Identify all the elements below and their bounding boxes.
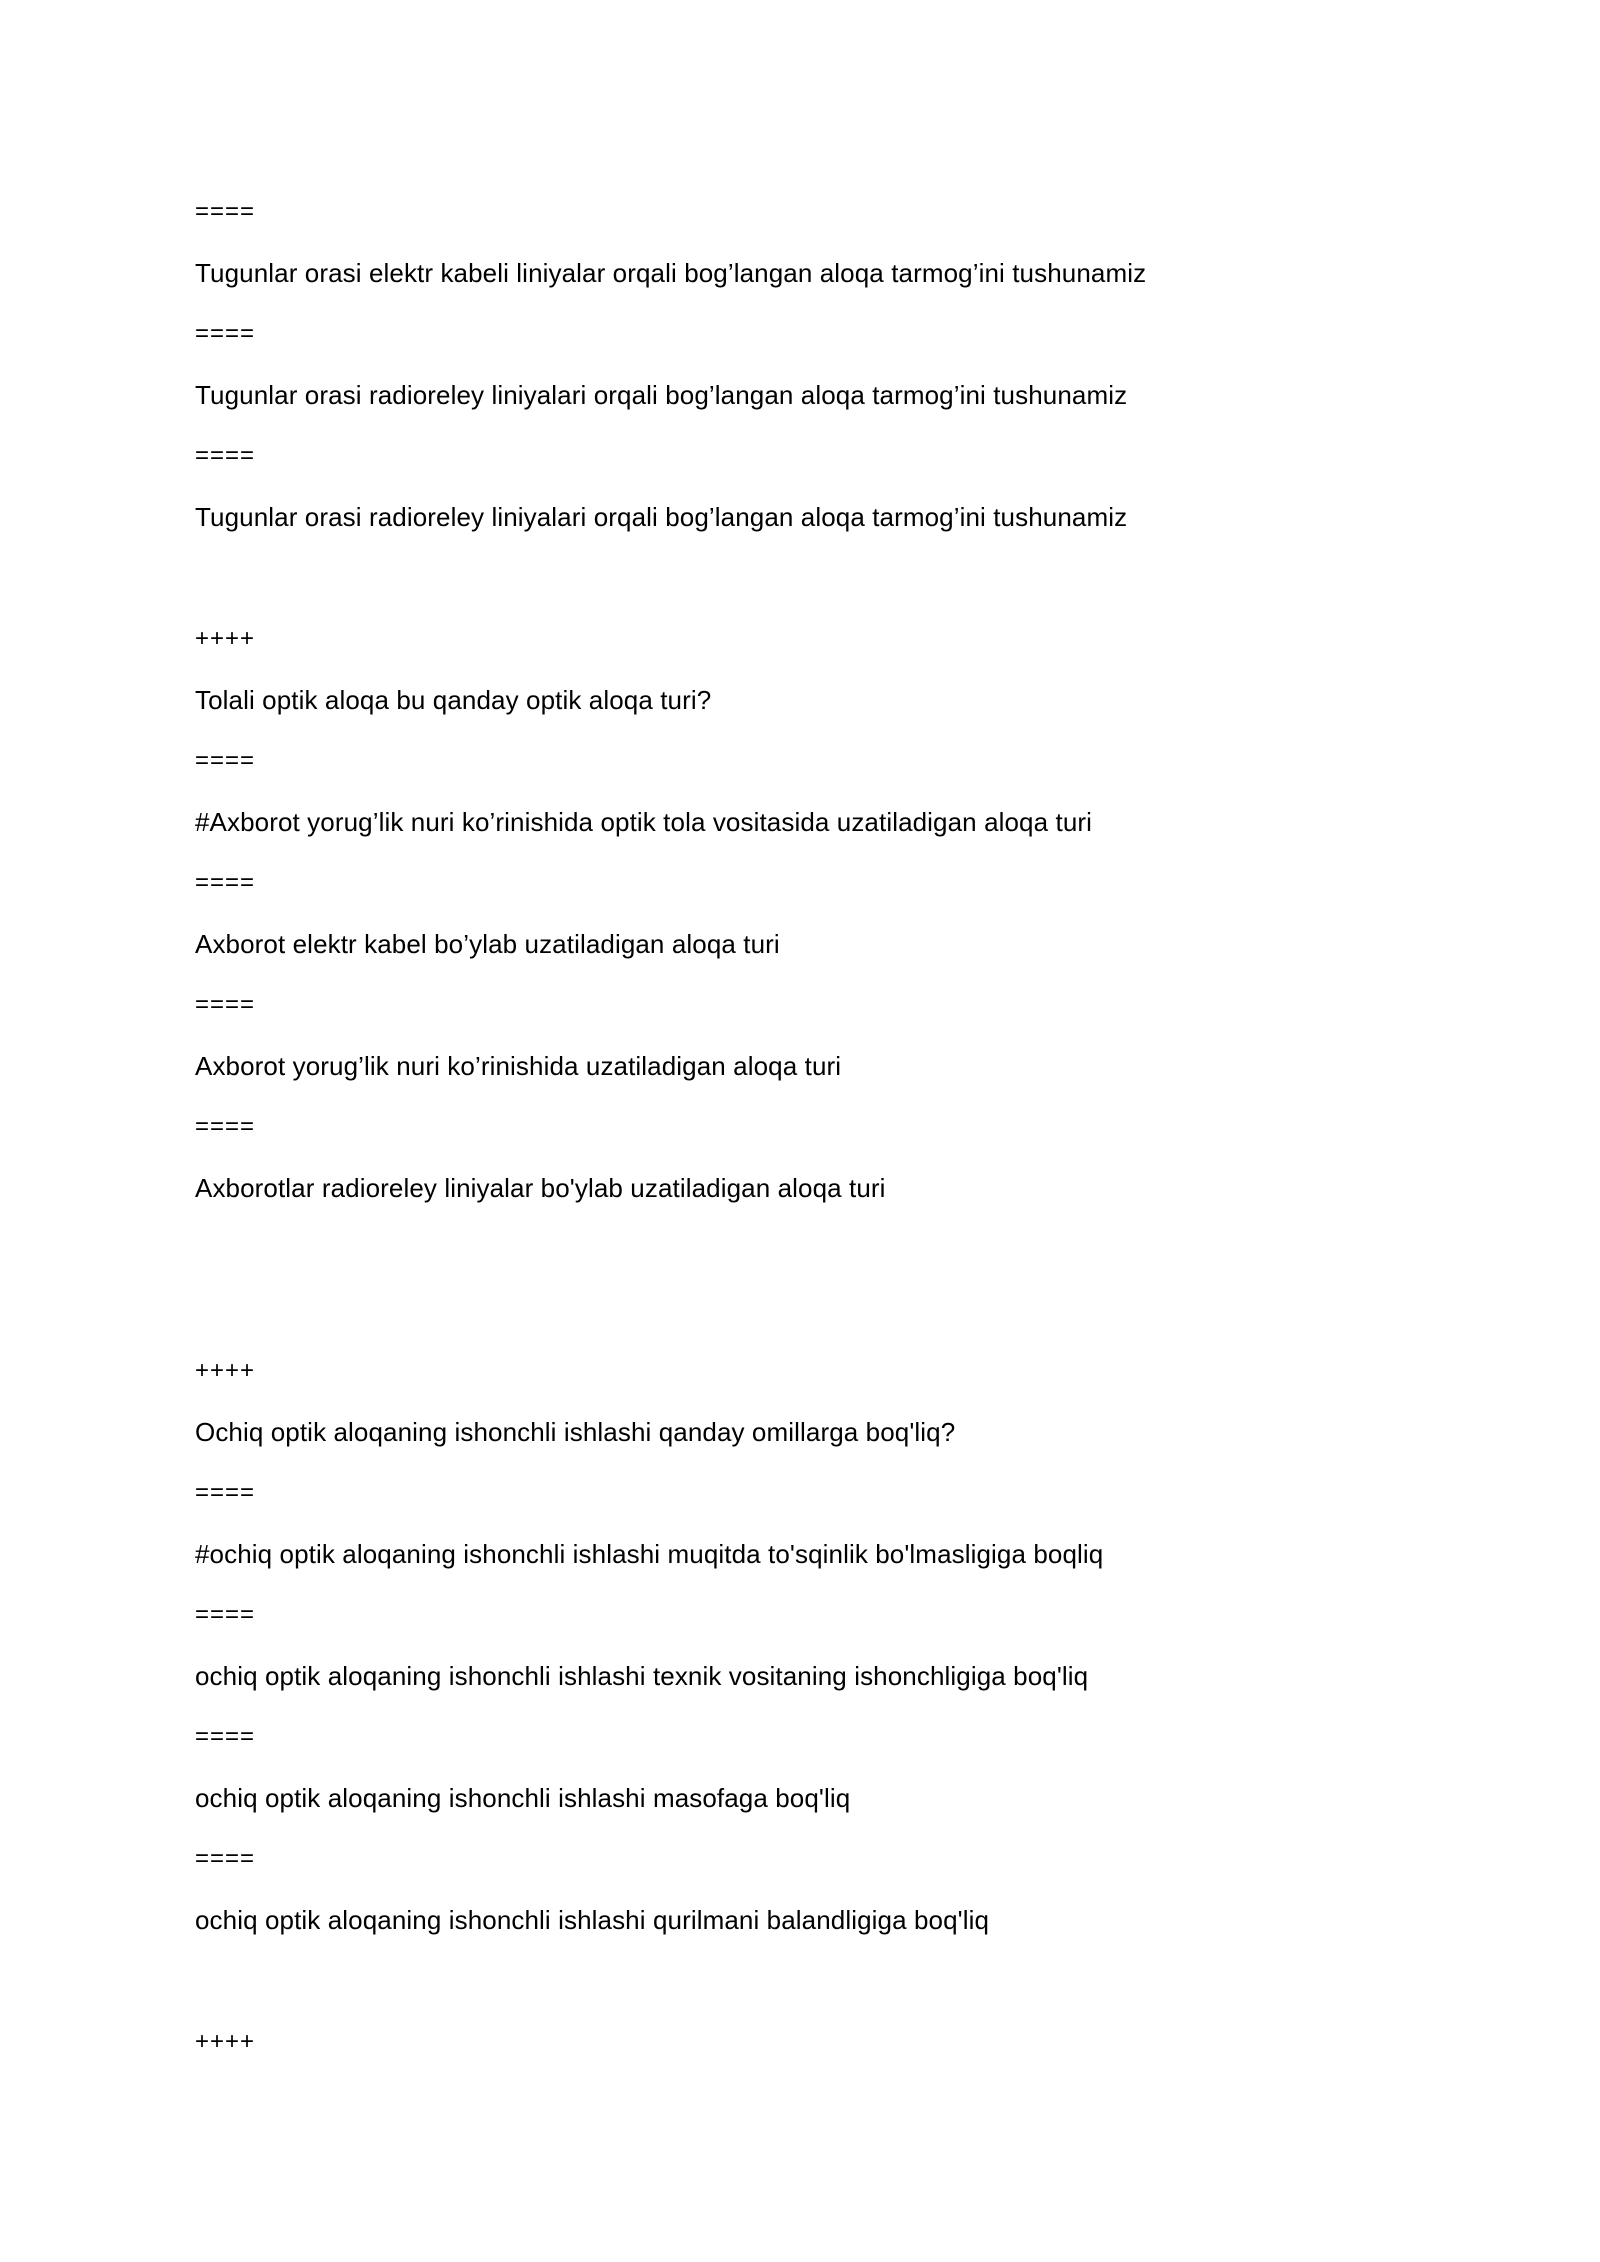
answer-separator: ==== <box>195 198 256 225</box>
answer-option: ochiq optik aloqaning ishonchli ishlashi qurilmani balandligiga boq'liq <box>195 1905 990 1935</box>
answer-option: Axborot elektr kabel bo’ylab uzatiladigan aloqa turi <box>195 929 780 959</box>
answer-separator: ==== <box>195 442 256 469</box>
answer-separator: ==== <box>195 320 256 347</box>
answer-separator: ==== <box>195 1479 256 1506</box>
answer-separator: ==== <box>195 869 256 896</box>
question-separator: ++++ <box>195 2028 256 2055</box>
answer-option-correct: #ochiq optik aloqaning ishonchli ishlashi muqitda to'sqinlik bo'lmasligiga boqliq <box>195 1539 1104 1569</box>
question-separator: ++++ <box>195 1357 256 1384</box>
answer-option: Axborot yorug’lik nuri ko’rinishida uzatiladigan aloqa turi <box>195 1051 842 1081</box>
answer-option: Axborotlar radioreley liniyalar bo'ylab uzatiladigan aloqa turi <box>195 1173 886 1203</box>
answer-separator: ==== <box>195 1723 256 1750</box>
answer-option: ochiq optik aloqaning ishonchli ishlashi masofaga boq'liq <box>195 1783 851 1813</box>
question-text: Tolali optik aloqa bu qanday optik aloqa turi? <box>195 685 712 715</box>
answer-option: Tugunlar orasi radioreley liniyalari orqali bog’langan aloqa tarmog’ini tushunamiz <box>195 502 1128 532</box>
question-separator: ++++ <box>195 625 256 652</box>
answer-separator: ==== <box>195 1113 256 1140</box>
answer-option: Tugunlar orasi elektr kabeli liniyalar orqali bog’langan aloqa tarmog’ini tushunamiz <box>195 258 1147 288</box>
answer-separator: ==== <box>195 1601 256 1628</box>
answer-option: ochiq optik aloqaning ishonchli ishlashi texnik vositaning ishonchligiga boq'liq <box>195 1661 1089 1691</box>
question-text: Ochiq optik aloqaning ishonchli ishlashi qanday omillarga boq'liq? <box>195 1417 956 1447</box>
answer-separator: ==== <box>195 1845 256 1872</box>
answer-option-correct: #Axborot yorug’lik nuri ko’rinishida optik tola vositasida uzatiladigan aloqa turi <box>195 807 1093 837</box>
answer-separator: ==== <box>195 747 256 774</box>
answer-separator: ==== <box>195 991 256 1018</box>
answer-option: Tugunlar orasi radioreley liniyalari orqali bog’langan aloqa tarmog’ini tushunamiz <box>195 380 1128 410</box>
